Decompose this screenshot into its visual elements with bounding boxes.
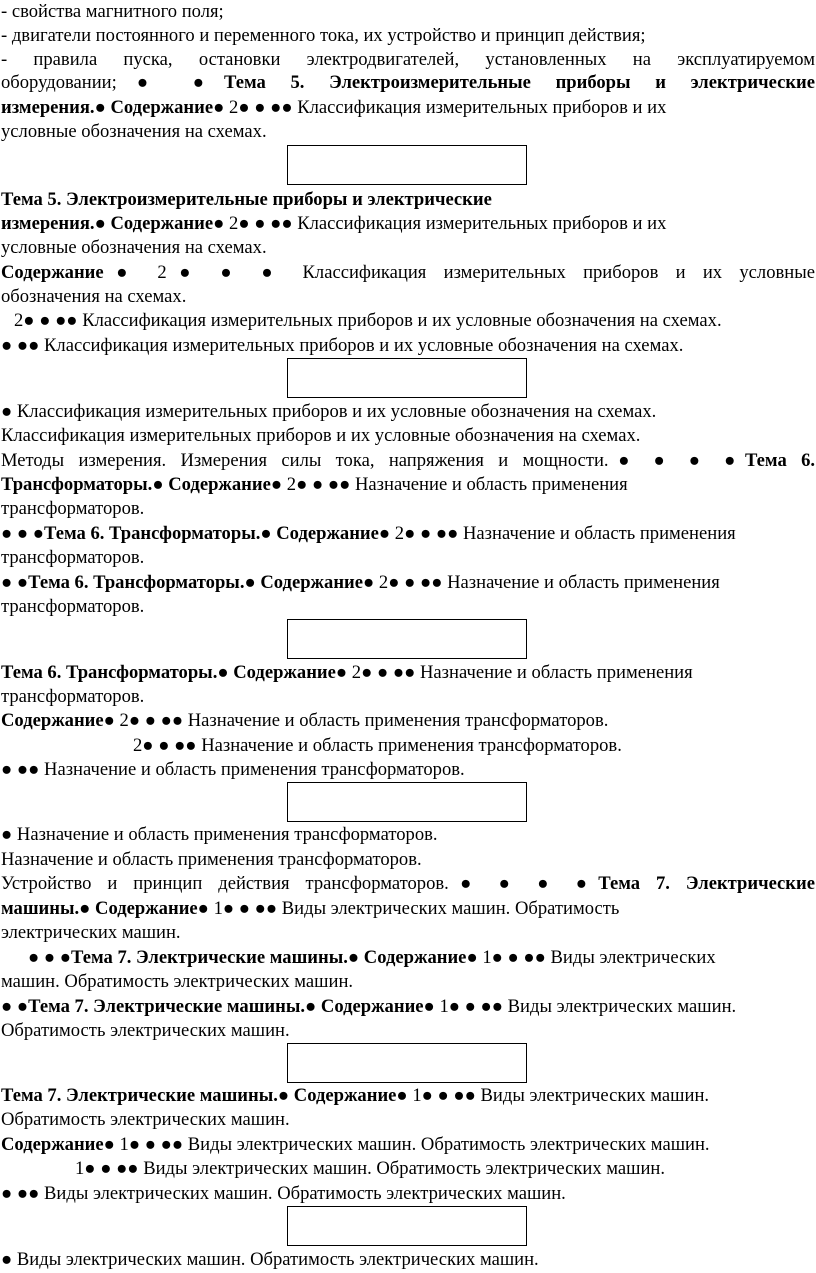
text-line: ● ● ●Тема 7. Электрические машины.● Содержание● 1● ● ●● Виды электрических (28, 947, 716, 968)
text-line: трансформаторов. (1, 686, 145, 707)
text-line: Устройство и принцип действия трансформаторов.● ● ● ●Тема 7. Электрические (1, 873, 815, 894)
empty-frame (287, 782, 527, 822)
text-line: трансформаторов. (1, 596, 145, 617)
empty-frame (287, 145, 527, 185)
text-line: Содержание● 2● ● ●● Назначение и область применения трансформаторов. (1, 710, 609, 731)
text-line: - свойства магнитного поля; (1, 1, 224, 22)
text-line: трансформаторов. (1, 547, 145, 568)
text-line: ● ●Тема 6. Трансформаторы.● Содержание● 2● ● ●● Назначение и область применения (1, 572, 720, 593)
text-line: 1● ● ●● Виды электрических машин. Обратимость электрических машин. (75, 1158, 666, 1179)
text-line: обозначения на схемах. (1, 286, 187, 307)
text-line: измерения.● Содержание● 2● ● ●● Классификация измерительных приборов и их (1, 97, 667, 118)
text-line: ● ●● Виды электрических машин. Обратимость электрических машин. (1, 1183, 566, 1204)
text-line: трансформаторов. (1, 498, 145, 519)
text-line: - правила пуска, остановки электродвигателей, установленных на эксплуатируемом (1, 49, 815, 70)
empty-frame (287, 1206, 527, 1246)
text-line: электрических машин. (1, 922, 181, 943)
text-line: Содержание● 2● ● ● Классификация измерительных приборов и их условные (1, 262, 815, 283)
text-line: Обратимость электрических машин. (1, 1109, 290, 1130)
text-line: ● ●Тема 7. Электрические машины.● Содержание● 1● ● ●● Виды электрических машин. (1, 996, 737, 1017)
text-line: Трансформаторы.● Содержание● 2● ● ●● Назначение и область применения (1, 474, 628, 495)
empty-frame (287, 358, 527, 398)
text-line: ● Назначение и область применения трансформаторов. (1, 824, 438, 845)
text-line: ● ● ●Тема 6. Трансформаторы.● Содержание● 2● ● ●● Назначение и область применения (1, 523, 736, 544)
text-line: Классификация измерительных приборов и их условные обозначения на схемах. (1, 425, 641, 446)
text-line: Тема 7. Электрические машины.● Содержание● 1● ● ●● Виды электрических машин. (1, 1085, 710, 1106)
text-line: машины.● Содержание● 1● ● ●● Виды электрических машин. Обратимость (1, 898, 620, 919)
text-line: ● ●● Назначение и область применения трансформаторов. (1, 759, 465, 780)
text-line: ● Классификация измерительных приборов и их условные обозначения на схемах. (1, 401, 657, 422)
text-line: ● ●● Классификация измерительных приборов и их условные обозначения на схемах. (1, 335, 684, 356)
empty-frame (287, 1043, 527, 1083)
text-line: Обратимость электрических машин. (1, 1020, 290, 1041)
text-line: условные обозначения на схемах. (1, 121, 267, 142)
text-line: - двигатели постоянного и переменного тока, их устройство и принцип действия; (1, 25, 646, 46)
text-line: оборудовании;● ●Тема 5. Электроизмерительные приборы и электрические (1, 72, 816, 93)
empty-frame (287, 619, 527, 659)
text-line: Назначение и область применения трансформаторов. (1, 849, 422, 870)
text-line: 2● ● ●● Классификация измерительных приборов и их условные обозначения на схемах. (14, 310, 722, 331)
text-line: Содержание● 1● ● ●● Виды электрических машин. Обратимость электрических машин. (1, 1134, 710, 1155)
text-line: Тема 5. Электроизмерительные приборы и электрические (1, 189, 492, 210)
text-line: Тема 6. Трансформаторы.● Содержание● 2● ● ●● Назначение и область применения (1, 662, 693, 683)
text-line: машин. Обратимость электрических машин. (1, 971, 354, 992)
text-line: ● Виды электрических машин. Обратимость электрических машин. (1, 1249, 539, 1270)
text-line: Методы измерения. Измерения силы тока, напряжения и мощности.● ● ● ●Тема 6. (1, 450, 816, 471)
text-line: условные обозначения на схемах. (1, 237, 267, 258)
text-line: 2● ● ●● Назначение и область применения трансформаторов. (133, 735, 622, 756)
text-line: измерения.● Содержание● 2● ● ●● Классификация измерительных приборов и их (1, 213, 667, 234)
